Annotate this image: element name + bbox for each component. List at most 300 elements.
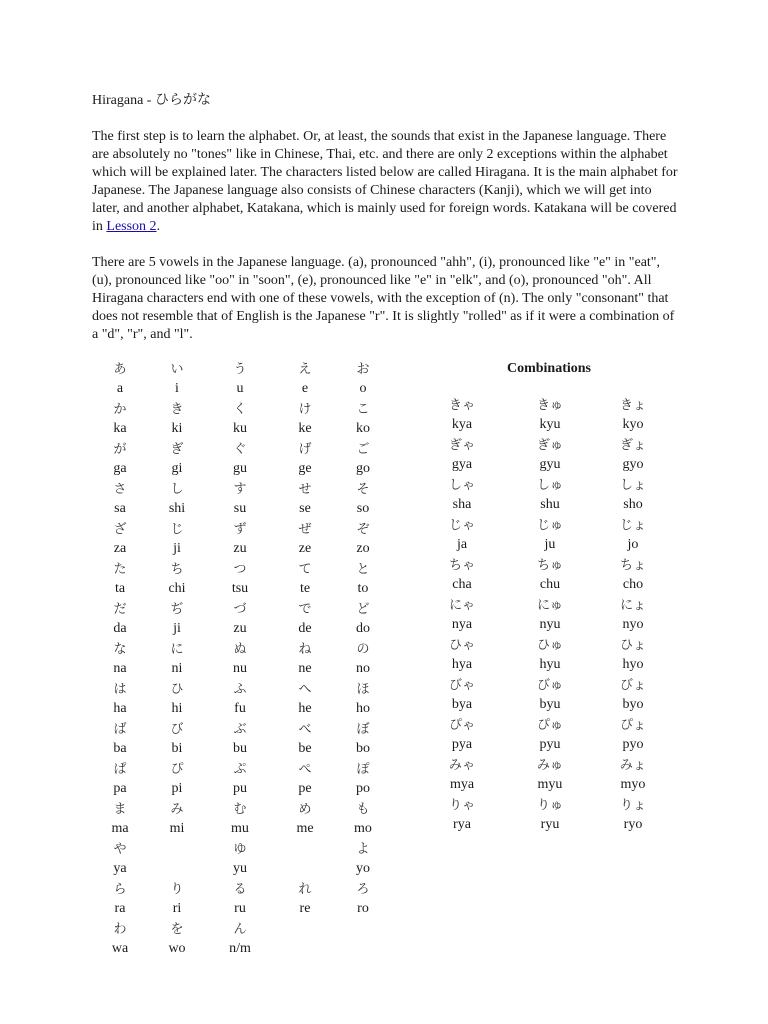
romaji-label: ni xyxy=(171,661,183,676)
kana-character: ね xyxy=(298,642,312,657)
romaji-label: gya xyxy=(451,457,473,472)
kana-cell xyxy=(90,360,150,398)
kana-character: は xyxy=(113,682,127,697)
kana-character: ぢ xyxy=(170,602,184,617)
kana-cell xyxy=(147,760,207,798)
kana-cell xyxy=(432,436,492,474)
kana-cell xyxy=(432,556,492,594)
kana-cell xyxy=(603,436,663,474)
kana-cell xyxy=(90,800,150,838)
kana-cell xyxy=(90,720,150,758)
kana-cell xyxy=(333,640,393,678)
romaji-label: cha xyxy=(452,577,472,592)
kana-character: ひゅ xyxy=(536,638,563,653)
kana-character: ず xyxy=(233,522,247,537)
kana-character: ほ xyxy=(356,682,370,697)
kana-cell xyxy=(275,880,335,918)
romaji-label: pya xyxy=(451,737,473,752)
kana-character: と xyxy=(356,562,370,577)
kana-cell xyxy=(210,920,270,958)
romaji-label: sha xyxy=(452,497,472,512)
kana-cell xyxy=(520,476,580,514)
kana-character: た xyxy=(113,562,127,577)
kana-character: しゃ xyxy=(448,478,475,493)
table-row xyxy=(420,796,680,836)
kana-character: ぴ xyxy=(170,762,184,777)
kana-cell xyxy=(603,716,663,754)
kana-character: ぽ xyxy=(356,762,370,777)
romaji-label: a xyxy=(116,381,124,396)
kana-cell xyxy=(90,840,150,878)
kana-character: びゃ xyxy=(448,678,475,693)
kana-character: づ xyxy=(233,602,247,617)
kana-character: う xyxy=(233,362,247,377)
vowels-paragraph: There are 5 vowels in the Japanese language. (a), pronounced "ahh", (i), pronounced like "e" in "eat", (u), pronounced like "oo" in "soon", (e), pronounced like "e" in "elk", and (o), pronounced "oh". All Hiragana characters end with one of these vowels, with the exception of (n). The only "consonant" that does not resemble that of English is the Japanese "r". It is slightly "rolled" as if it were a combination of a "d", "r", and "l". xyxy=(92,255,675,342)
kana-cell xyxy=(275,600,335,638)
romaji-label: na xyxy=(113,661,127,676)
kana-cell xyxy=(603,516,663,554)
kana-character: め xyxy=(298,802,312,817)
romaji-label: n/m xyxy=(229,941,251,956)
kana-cell xyxy=(603,596,663,634)
romaji-label: se xyxy=(299,501,311,516)
romaji-label: cho xyxy=(622,577,644,592)
intro-text: The first step is to learn the alphabet. Or, at least, the sounds that exist in the Japanese language. There are absolutely no "tones" like in Chinese, Thai, etc. and there are only 2 exceptions within the alphabet which will be explained later. The characters listed below are called Hiragana. It is the main alphabet for Japanese. The Japanese language also consists of Chinese characters (Kanji), which we will get into later, and another alphabet, Katakana, which is mainly used for foreign words. Katakana will be covered in xyxy=(92,129,678,234)
kana-character: きょ xyxy=(619,398,646,413)
romaji-label: wo xyxy=(168,941,186,956)
kana-cell xyxy=(210,760,270,798)
kana-character: げ xyxy=(298,442,312,457)
romaji-label: sho xyxy=(623,497,643,512)
romaji-label: yo xyxy=(356,861,370,876)
romaji-label: gyo xyxy=(622,457,644,472)
kana-cell xyxy=(210,840,270,878)
kana-character: ひ xyxy=(170,682,184,697)
kana-cell xyxy=(275,400,335,438)
kana-cell xyxy=(275,640,335,678)
romaji-label: ga xyxy=(113,461,127,476)
romaji-label: kya xyxy=(451,417,473,432)
kana-character: ちゅ xyxy=(536,558,563,573)
kana-character: ぎゃ xyxy=(448,438,475,453)
kana-cell xyxy=(275,440,335,478)
romaji-label: ji xyxy=(173,621,181,636)
romaji-label: ha xyxy=(113,701,127,716)
romaji-label: zu xyxy=(233,541,247,556)
kana-character: ら xyxy=(113,882,127,897)
kana-cell xyxy=(333,840,393,878)
kana-character: ひゃ xyxy=(448,638,475,653)
kana-cell xyxy=(90,680,150,718)
romaji-label: myo xyxy=(620,777,646,792)
romaji-label: myu xyxy=(537,777,563,792)
romaji-label: be xyxy=(298,741,312,756)
kana-cell xyxy=(333,440,393,478)
romaji-label: pyu xyxy=(539,737,561,752)
kana-cell xyxy=(90,480,150,518)
romaji-label: ze xyxy=(298,541,312,556)
romaji-label: shu xyxy=(540,497,560,512)
table-row xyxy=(90,360,420,400)
kana-character: や xyxy=(113,842,127,857)
romaji-label: o xyxy=(359,381,367,396)
romaji-label: gyu xyxy=(539,457,561,472)
kana-character: そ xyxy=(356,482,370,497)
kana-cell xyxy=(210,520,270,558)
kana-cell xyxy=(210,680,270,718)
romaji-label: hyo xyxy=(622,657,644,672)
romaji-label: pi xyxy=(171,781,183,796)
kana-character: さ xyxy=(113,482,127,497)
romaji-label: bya xyxy=(451,697,473,712)
romaji-label: ta xyxy=(114,581,126,596)
kana-cell xyxy=(603,676,663,714)
romaji-label: nyu xyxy=(539,617,561,632)
romaji-label: te xyxy=(299,581,311,596)
table-row xyxy=(420,596,680,636)
romaji-label: chi xyxy=(168,581,186,596)
kana-cell xyxy=(432,476,492,514)
romaji-label: pu xyxy=(233,781,247,796)
kana-character: びゅ xyxy=(536,678,563,693)
kana-cell xyxy=(333,680,393,718)
kana-character: にゃ xyxy=(449,598,475,613)
kana-character: ち xyxy=(170,562,184,577)
romaji-label: me xyxy=(296,821,314,836)
romaji-label: mya xyxy=(449,777,475,792)
table-row xyxy=(420,436,680,476)
romaji-label: pyo xyxy=(622,737,644,752)
table-row xyxy=(90,600,420,640)
romaji-label: pe xyxy=(298,781,312,796)
romaji-label: gi xyxy=(171,461,183,476)
table-row xyxy=(90,720,420,760)
kana-character: ぜ xyxy=(298,522,312,537)
kana-cell xyxy=(210,560,270,598)
romaji-label: ru xyxy=(234,901,246,916)
romaji-label: ro xyxy=(357,901,369,916)
romaji-label: ri xyxy=(172,901,182,916)
kana-character: れ xyxy=(298,882,312,897)
kana-character: ぴょ xyxy=(619,718,646,733)
romaji-label: hi xyxy=(171,701,183,716)
kana-cell xyxy=(333,720,393,758)
romaji-label: byo xyxy=(622,697,644,712)
kana-cell xyxy=(603,396,663,434)
romaji-label: ka xyxy=(113,421,127,436)
romaji-label: zu xyxy=(233,621,247,636)
kana-character: ふ xyxy=(233,682,247,697)
kana-cell xyxy=(90,880,150,918)
kana-character: ぼ xyxy=(356,722,370,737)
kana-character: つ xyxy=(233,562,247,577)
romaji-label: hya xyxy=(451,657,473,672)
kana-cell xyxy=(520,396,580,434)
kana-character: よ xyxy=(356,842,370,857)
kana-cell xyxy=(432,596,492,634)
romaji-label: do xyxy=(356,621,370,636)
romaji-label: su xyxy=(233,501,247,516)
kana-character: み xyxy=(170,802,184,817)
kana-character: ちょ xyxy=(619,558,646,573)
kana-cell xyxy=(275,720,335,758)
hiragana-table xyxy=(90,360,420,960)
table-row xyxy=(420,756,680,796)
kana-character: ぴゃ xyxy=(448,718,475,733)
kana-cell xyxy=(603,796,663,834)
romaji-label: mo xyxy=(354,821,372,836)
romaji-label: zo xyxy=(356,541,370,556)
romaji-label: so xyxy=(356,501,370,516)
kana-cell xyxy=(210,360,270,398)
kana-cell xyxy=(603,556,663,594)
table-row xyxy=(90,800,420,840)
kana-cell xyxy=(147,880,207,918)
kana-cell xyxy=(90,760,150,798)
kana-cell xyxy=(275,680,335,718)
kana-cell xyxy=(432,396,492,434)
romaji-label: mu xyxy=(231,821,249,836)
romaji-label: wa xyxy=(111,941,129,956)
romaji-label: ya xyxy=(113,861,127,876)
kana-cell xyxy=(520,596,580,634)
kana-cell xyxy=(333,360,393,398)
kana-cell xyxy=(520,636,580,674)
kana-character: しょ xyxy=(619,478,646,493)
table-row xyxy=(90,920,420,960)
romaji-label: ko xyxy=(356,421,370,436)
kana-character: ぬ xyxy=(233,642,247,657)
romaji-label: shi xyxy=(168,501,186,516)
table-row xyxy=(90,760,420,800)
kana-character: ま xyxy=(113,802,127,817)
kana-character: にょ xyxy=(620,598,646,613)
kana-character: ちゃ xyxy=(448,558,475,573)
romaji-label: za xyxy=(113,541,127,556)
kana-character: ひょ xyxy=(619,638,646,653)
kana-cell xyxy=(333,600,393,638)
kana-cell xyxy=(333,480,393,518)
kana-character: ん xyxy=(233,922,247,937)
kana-character: び xyxy=(170,722,184,737)
kana-character: ぎょ xyxy=(619,438,646,453)
romaji-label: ju xyxy=(544,537,556,552)
kana-character: りゃ xyxy=(448,798,475,813)
kana-cell xyxy=(275,360,335,398)
kana-character: が xyxy=(113,442,127,457)
kana-cell xyxy=(432,676,492,714)
romaji-label: go xyxy=(356,461,370,476)
romaji-label: to xyxy=(357,581,369,596)
romaji-label: ji xyxy=(173,541,181,556)
kana-character: ば xyxy=(113,722,127,737)
romaji-label: hyu xyxy=(539,657,561,672)
kana-character: こ xyxy=(356,402,370,417)
table-row xyxy=(90,640,420,680)
kana-cell xyxy=(147,640,207,678)
kana-character: びょ xyxy=(619,678,646,693)
kana-cell xyxy=(603,476,663,514)
table-row xyxy=(90,880,420,920)
kana-character: ゆ xyxy=(233,842,247,857)
kana-cell xyxy=(520,716,580,754)
romaji-label: ja xyxy=(456,537,468,552)
romaji-label: ku xyxy=(233,421,247,436)
kana-cell xyxy=(333,520,393,558)
kana-cell xyxy=(210,720,270,758)
kana-character: ぞ xyxy=(356,522,370,537)
kana-character: け xyxy=(298,402,312,417)
kana-cell xyxy=(147,920,207,958)
romaji-label: he xyxy=(298,701,312,716)
kana-character: の xyxy=(356,642,370,657)
romaji-label: ho xyxy=(356,701,370,716)
kana-cell xyxy=(147,560,207,598)
intro-text-end: . xyxy=(156,219,161,234)
romaji-label: i xyxy=(175,381,179,396)
table-row xyxy=(90,680,420,720)
kana-character: わ xyxy=(113,922,127,937)
kana-cell xyxy=(333,400,393,438)
romaji-label: re xyxy=(299,901,311,916)
kana-cell xyxy=(147,520,207,558)
kana-cell xyxy=(210,440,270,478)
romaji-label: byu xyxy=(539,697,561,712)
kana-character: り xyxy=(170,882,184,897)
kana-cell xyxy=(210,400,270,438)
page-title: Hiragana - ひらがな xyxy=(92,93,211,108)
kana-character: あ xyxy=(113,362,127,377)
kana-character: な xyxy=(113,642,127,657)
kana-cell xyxy=(520,516,580,554)
kana-character: ろ xyxy=(356,882,370,897)
kana-character: き xyxy=(170,402,184,417)
kana-character: ぎゅ xyxy=(536,438,563,453)
kana-character: ご xyxy=(356,442,370,457)
kana-cell xyxy=(275,520,335,558)
romaji-label: ge xyxy=(298,461,312,476)
romaji-label: bu xyxy=(233,741,247,756)
kana-character: で xyxy=(298,602,312,617)
table-row xyxy=(90,400,420,440)
romaji-label: sa xyxy=(114,501,126,516)
kana-cell xyxy=(275,760,335,798)
kana-character: し xyxy=(170,482,184,497)
kana-character: きゅ xyxy=(536,398,563,413)
kana-character: い xyxy=(170,362,184,377)
kana-character: ぺ xyxy=(298,762,312,777)
romaji-label: ne xyxy=(298,661,312,676)
kana-cell xyxy=(90,440,150,478)
romaji-label: po xyxy=(356,781,370,796)
romaji-label: fu xyxy=(234,701,246,716)
romaji-label: e xyxy=(301,381,309,396)
romaji-label: ryo xyxy=(623,817,643,832)
romaji-label: ma xyxy=(111,821,129,836)
table-row xyxy=(420,556,680,596)
kana-cell xyxy=(333,880,393,918)
kana-character: りゅ xyxy=(536,798,563,813)
kana-character: だ xyxy=(113,602,127,617)
kana-character: みょ xyxy=(619,758,646,773)
romaji-label: tsu xyxy=(231,581,249,596)
kana-cell xyxy=(432,636,492,674)
kana-character: ぎ xyxy=(170,442,184,457)
kana-cell xyxy=(90,640,150,678)
kana-cell xyxy=(147,800,207,838)
lesson-2-link[interactable]: Lesson 2 xyxy=(106,219,157,234)
kana-cell xyxy=(275,560,335,598)
kana-character: る xyxy=(233,882,247,897)
kana-cell xyxy=(210,640,270,678)
kana-character: じ xyxy=(170,522,184,537)
romaji-label: de xyxy=(298,621,312,636)
table-row xyxy=(90,840,420,880)
romaji-label: kyu xyxy=(539,417,561,432)
kana-cell xyxy=(432,516,492,554)
romaji-label: u xyxy=(236,381,244,396)
kana-cell xyxy=(333,800,393,838)
kana-character: ぱ xyxy=(113,762,127,777)
kana-cell xyxy=(210,600,270,638)
table-row xyxy=(420,396,680,436)
romaji-label: ki xyxy=(171,421,183,436)
kana-character: ぐ xyxy=(233,442,247,457)
table-row xyxy=(420,676,680,716)
kana-character: ど xyxy=(356,602,370,617)
kana-cell xyxy=(210,880,270,918)
kana-cell xyxy=(147,720,207,758)
kana-cell xyxy=(90,560,150,598)
kana-cell xyxy=(275,480,335,518)
kana-cell xyxy=(90,400,150,438)
table-row xyxy=(90,480,420,520)
kana-cell xyxy=(147,480,207,518)
kana-character: む xyxy=(233,802,247,817)
kana-cell xyxy=(147,360,207,398)
kana-character: じょ xyxy=(619,518,646,533)
romaji-label: jo xyxy=(627,537,639,552)
romaji-label: rya xyxy=(453,817,471,832)
kana-cell xyxy=(90,520,150,558)
kana-cell xyxy=(603,756,663,794)
kana-character: べ xyxy=(298,722,312,737)
kana-cell xyxy=(333,760,393,798)
romaji-label: ra xyxy=(114,901,126,916)
kana-character: しゅ xyxy=(536,478,563,493)
kana-character: じゃ xyxy=(448,518,475,533)
kana-cell xyxy=(275,800,335,838)
table-row xyxy=(420,476,680,516)
kana-cell xyxy=(210,800,270,838)
kana-character: ぴゅ xyxy=(536,718,563,733)
romaji-label: ba xyxy=(113,741,127,756)
romaji-label: nya xyxy=(451,617,473,632)
kana-character: りょ xyxy=(619,798,646,813)
kana-cell xyxy=(90,600,150,638)
romaji-label: chu xyxy=(539,577,561,592)
kana-character: か xyxy=(113,402,127,417)
kana-character: へ xyxy=(298,682,312,697)
kana-cell xyxy=(520,676,580,714)
table-row xyxy=(90,560,420,600)
kana-character: を xyxy=(170,922,184,937)
combinations-title: Combinations xyxy=(506,361,592,376)
kana-cell xyxy=(520,556,580,594)
table-row xyxy=(90,440,420,480)
table-row xyxy=(90,520,420,560)
kana-cell xyxy=(147,600,207,638)
